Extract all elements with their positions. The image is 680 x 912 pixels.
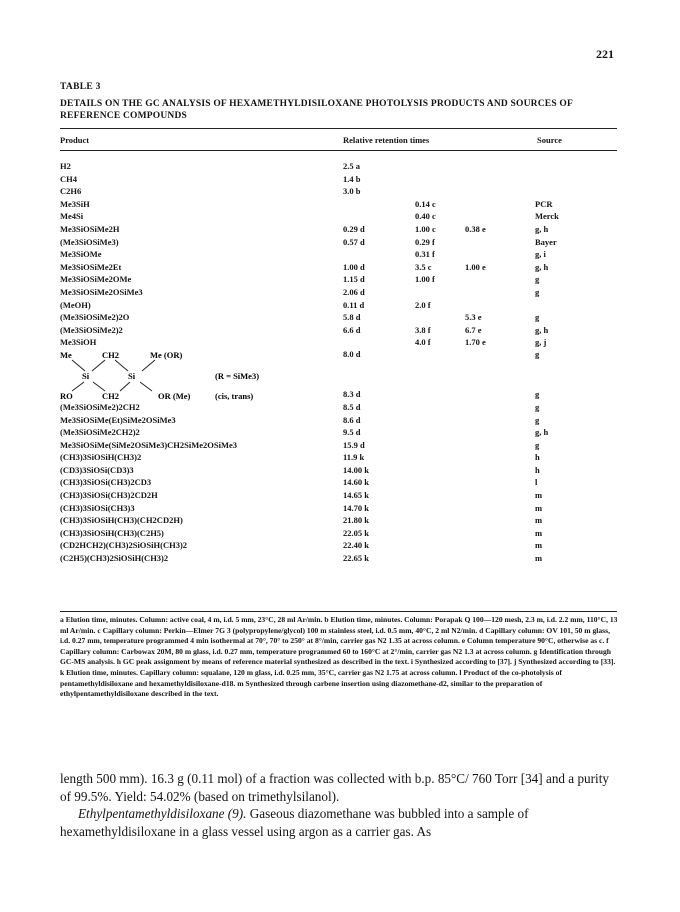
table-row [60, 286, 620, 299]
compound-name-italic: Ethylpentamethyldisiloxane (9). [78, 806, 247, 821]
page-number: 221 [596, 47, 614, 61]
header-product: Product [60, 135, 90, 145]
source-cell: m [535, 527, 543, 538]
source-cell: g, h [535, 261, 549, 272]
product-cell: Me3SiOH [60, 337, 97, 348]
retention-cell-2: 0.40 c [415, 211, 436, 222]
retention-cell-1: 22.40 k [343, 540, 369, 551]
product-cell: (MeOH) [60, 299, 91, 310]
source-cell: g, h [535, 223, 549, 234]
source-cell: g [535, 312, 540, 323]
product-cell: Me3SiOSiMe2OSiMe3 [60, 286, 143, 297]
struct-retention-bottom: 8.3 d [343, 388, 361, 399]
struct-si-right: Si [128, 370, 136, 381]
retention-cell-2: 1.00 f [415, 274, 435, 285]
source-cell: m [535, 490, 543, 501]
table-row [60, 426, 620, 439]
product-cell: (CD3)3SiOSi(CD3)3 [60, 464, 134, 475]
retention-cell-1: 1.00 d [343, 261, 365, 272]
product-cell: (CD2HCH2)(CH3)2SiOSiH(CH3)2 [60, 540, 188, 551]
table-row [60, 439, 620, 452]
product-cell: (CH3)3SiOSiH(CH3)(C2H5) [60, 527, 164, 538]
table-row [60, 248, 620, 261]
table-row [60, 451, 620, 464]
product-cell: Me3SiOSiMe2Et [60, 261, 122, 272]
table-label: TABLE 3 [60, 82, 101, 92]
table-row [60, 273, 620, 286]
retention-cell-3: 0.38 e [465, 223, 486, 234]
product-cell: CH4 [60, 173, 77, 184]
table-bottom-rule [60, 611, 617, 612]
retention-cell-2: 0.29 f [415, 236, 435, 247]
retention-cell-1: 22.05 k [343, 527, 369, 538]
table-row [60, 311, 620, 324]
table-row [60, 464, 620, 477]
table-rows-part1 [60, 160, 620, 349]
retention-cell-3: 1.00 e [465, 261, 486, 272]
body-paragraph-1: length 500 mm). 16.3 g (0.11 mol) of a fraction was collected with b.p. 85°C/ 760 Torr [34] and a purity of 99.5%. Yield: 54.02% (based on trimethylsilanol). [60, 771, 609, 804]
source-cell: g [535, 286, 540, 297]
product-cell: Me3SiH [60, 198, 90, 209]
retention-cell-2: 0.31 f [415, 249, 435, 260]
table-row [60, 336, 620, 349]
source-cell: g, j [535, 337, 547, 348]
source-cell: g [535, 401, 540, 412]
source-cell: g [535, 274, 540, 285]
retention-cell-1: 8.6 d [343, 414, 361, 425]
table-row [60, 223, 620, 236]
struct-ro: RO [60, 390, 73, 401]
table-row [60, 173, 620, 186]
retention-cell-3: 1.70 e [465, 337, 486, 348]
retention-cell-1: 22.65 k [343, 553, 369, 564]
struct-retention-top: 8.0 d [343, 348, 361, 359]
source-cell: g [535, 439, 540, 450]
retention-cell-2: 1.00 c [415, 223, 436, 234]
retention-cell-1: 11.9 k [343, 452, 365, 463]
retention-cell-1: 14.60 k [343, 477, 369, 488]
source-cell: PCR [535, 198, 553, 209]
product-cell: Me3SiOMe [60, 249, 102, 260]
product-cell: Me4Si [60, 211, 84, 222]
struct-r-definition: (R = SiMe3) [215, 370, 260, 381]
product-cell: (CH3)3SiOSiH(CH3)(CH2CD2H) [60, 515, 183, 526]
table-row [60, 502, 620, 515]
product-cell: (CH3)3SiOSi(CH3)3 [60, 502, 135, 513]
table-rows-part2 [60, 401, 620, 565]
body-paragraph-2 [60, 805, 620, 840]
source-cell: m [535, 502, 543, 513]
source-cell: Merck [535, 211, 559, 222]
retention-cell-1: 5.8 d [343, 312, 361, 323]
table-row [60, 299, 620, 312]
cyclic-structure-row [60, 349, 620, 401]
product-cell: H2 [60, 161, 71, 171]
retention-cell-1: 1.15 d [343, 274, 365, 285]
source-cell: m [535, 540, 543, 551]
product-cell: (CH3)3SiOSiH(CH3)2 [60, 452, 142, 463]
product-cell: (Me3SiOSiMe3) [60, 236, 119, 247]
table-row [60, 514, 620, 527]
table-row [60, 261, 620, 274]
retention-cell-1: 14.70 k [343, 502, 369, 513]
table-row [60, 489, 620, 502]
product-cell: (Me3SiOSiMe2CH2)2 [60, 427, 140, 438]
retention-cell-2: 3.8 f [415, 324, 431, 335]
struct-ch2-top: CH2 [102, 349, 119, 360]
retention-cell-2: 0.14 c [415, 198, 436, 209]
source-cell: h [535, 452, 540, 463]
retention-cell-1: 14.00 k [343, 464, 369, 475]
retention-cell-1: 9.5 d [343, 427, 361, 438]
source-cell: m [535, 515, 543, 526]
body-paragraph-2-text: Gaseous diazomethane was bubbled into a sample of hexamethyldisiloxane in a glass vessel using argon as a carrier gas. As [60, 806, 529, 839]
product-cell: (CH3)3SiOSi(CH3)2CD2H [60, 490, 158, 501]
product-cell: (Me3SiOSiMe2)2CH2 [60, 401, 140, 412]
retention-cell-1: 0.11 d [343, 299, 365, 310]
struct-source-bottom: g [535, 388, 540, 399]
product-cell: Me3SiOSiMe2OMe [60, 274, 132, 285]
retention-cell-2: 3.5 c [415, 261, 432, 272]
table-footnotes: a Elution time, minutes. Column: active coal, 4 m, i.d. 5 mm, 23°C, 28 ml Ar/min. b Elution time, minutes. Column: Porapak Q 100—120 mesh, 2.3 m, i.d. 2.2 mm, 110°C, 13 ml Ar/min. c Capillary column: Perkin—Elmer 7G 3 (polypropylene/glycol) 100 m stainless steel, i.d. 0.5 mm, 40°C, 2 ml N2/min. d Capillary column: OV 101, 50 m glass, i.d. 0.27 mm, temperature programmed 4 min isothermal at 70°, 70° to 250° at 8°/min, carrier gas N2 1.35 at across column. e Column temperature 90°C, otherwise as c. f Capillary column: Carbowax 20M, 80 m glass, i.d. 0.27 mm, temperature programmed 60 to 160°C at 2°/min, carrier gas N2 1.3 at across column. g Identification through GC-MS analysis. h GC peak assignment by means of reference material synthesized as described in the text. i Synthesized according to [37]. j Synthesized according to [33]. k Elution time, minutes. Capillary column: squalane, 120 m glass, i.d. 0.25 mm, 35°C, carrier gas N2 1.75 at across column. l Product of the co-photolysis of pentamethyldisiloxane and hexamethyldisiloxane-d18. m Synthesized through carbene insertion using diazomethane-d2, similar to the preparation of ethylpentamethyldisiloxane described in the text. [60, 615, 618, 699]
table-body [60, 160, 620, 565]
table-row [60, 198, 620, 211]
retention-cell-1: 3.0 b [343, 186, 361, 197]
retention-cell-3: 6.7 e [465, 324, 482, 335]
header-source: Source [537, 135, 562, 145]
struct-or-me: OR (Me) [158, 390, 191, 401]
product-cell: Me3SiOSiMe(SiMe2OSiMe3)CH2SiMe2OSiMe3 [60, 439, 238, 450]
product-cell: (Me3SiOSiMe2)2O [60, 312, 130, 323]
source-cell: g [535, 414, 540, 425]
struct-ch2-bottom: CH2 [102, 390, 119, 401]
source-cell: l [535, 477, 538, 488]
product-cell: Me3SiOSiMe(Et)SiMe2OSiMe3 [60, 414, 176, 425]
source-cell: g, h [535, 324, 549, 335]
retention-cell-1: 1.4 b [343, 173, 361, 184]
table-row [60, 401, 620, 414]
retention-cell-2: 4.0 f [415, 337, 431, 348]
product-cell: (CH3)3SiOSi(CH3)2CD3 [60, 477, 152, 488]
table-header-rule [60, 150, 617, 151]
table-row [60, 539, 620, 552]
product-cell: (C2H5)(CH3)2SiOSiH(CH3)2 [60, 553, 169, 564]
table-top-rule [60, 128, 617, 129]
retention-cell-1: 6.6 d [343, 324, 361, 335]
table-row [60, 476, 620, 489]
retention-cell-1: 0.57 d [343, 236, 365, 247]
product-cell: Me3SiOSiMe2H [60, 223, 120, 234]
struct-me-left: Me [60, 349, 72, 360]
retention-cell-1: 14.65 k [343, 490, 369, 501]
table-row [60, 527, 620, 540]
struct-si-left: Si [82, 370, 90, 381]
retention-cell-1: 15.9 d [343, 439, 365, 450]
table-row [60, 160, 620, 173]
retention-cell-1: 2.5 a [343, 161, 360, 171]
source-cell: m [535, 553, 543, 564]
source-cell: g, h [535, 427, 549, 438]
retention-cell-3: 5.3 e [465, 312, 482, 323]
source-cell: h [535, 464, 540, 475]
retention-cell-1: 8.5 d [343, 401, 361, 412]
product-cell: (Me3SiOSiMe2)2 [60, 324, 123, 335]
struct-source-top: g [535, 348, 540, 359]
retention-cell-1: 2.06 d [343, 286, 365, 297]
table-title: DETAILS ON THE GC ANALYSIS OF HEXAMETHYLDISILOXANE PHOTOLYSIS PRODUCTS AND SOURCES OF REFERENCE COMPOUNDS [60, 99, 573, 121]
struct-me-or: Me (OR) [150, 349, 183, 360]
body-text [60, 770, 620, 840]
product-cell: C2H6 [60, 186, 82, 197]
table-row [60, 185, 620, 198]
cyclic-disiloxane-structure [60, 349, 330, 401]
retention-cell-1: 21.80 k [343, 515, 369, 526]
source-cell: Bayer [535, 236, 557, 247]
source-cell: g, i [535, 249, 546, 260]
table-row [60, 552, 620, 565]
table-row [60, 210, 620, 223]
table-row [60, 414, 620, 427]
struct-isomers: (cis, trans) [215, 390, 254, 401]
retention-cell-1: 0.29 d [343, 223, 365, 234]
table-row [60, 236, 620, 249]
retention-cell-2: 2.0 f [415, 299, 431, 310]
header-retention: Relative retention times [343, 135, 430, 145]
table-row [60, 324, 620, 337]
